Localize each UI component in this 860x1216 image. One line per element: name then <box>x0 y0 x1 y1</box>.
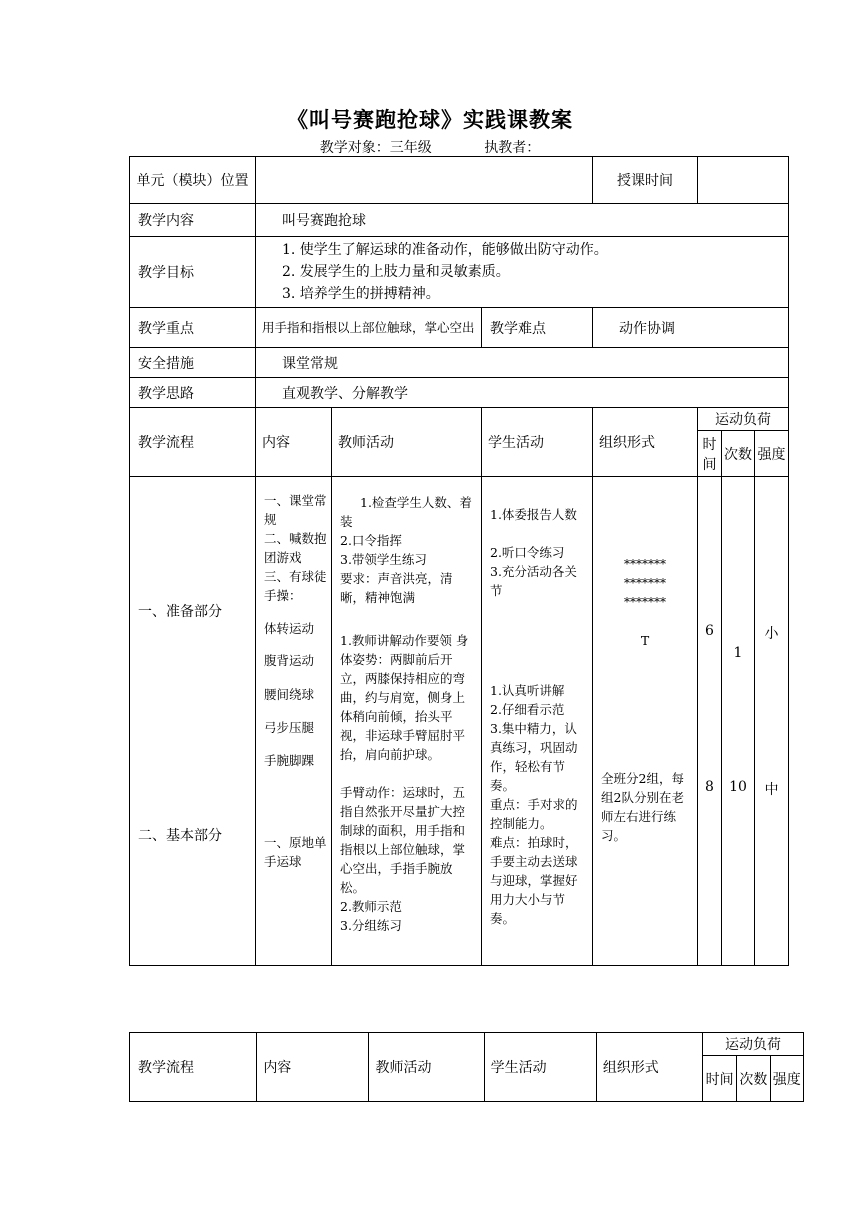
intensity-cell <box>755 477 789 966</box>
teacher-marker: T <box>640 633 650 648</box>
content-item: 弓步压腿 <box>264 720 315 735</box>
teacher-activity: 2.口令指挥 <box>340 533 402 548</box>
safety-label: 安全措施 <box>130 348 256 378</box>
basic-time: 8 <box>705 779 714 795</box>
student-activity: 难点：拍球时，手要主动去送球与迎球，掌握好用力大小与节奏。 <box>490 835 578 926</box>
content-item: 三、有球徒手操： <box>264 569 327 603</box>
student-activity: 3.集中精力，认真练习，巩固动作，轻松有节奏。 <box>490 721 578 793</box>
lesson-plan-table-continued <box>129 1032 804 1102</box>
teacher-activity: 手臂动作：运球时，五指自然张开尽量扩大控制球的面积，用手指和指根以上部位触球，掌心空出，手指手腕放松。 <box>340 785 466 895</box>
student-activity: 2.听口令练习 <box>490 545 565 560</box>
content-item: 腹背运动 <box>264 653 315 668</box>
teacher-header: 教师活动 <box>332 408 482 477</box>
content-value: 叫号赛跑抢球 <box>256 204 789 237</box>
student-activity: 2.仔细看示范 <box>490 702 565 717</box>
content-item: 手腕脚踝 <box>264 753 315 768</box>
teacher-activity: 1.检查学生人数、着装 <box>340 495 472 529</box>
student-activity: 1.认真听讲解 <box>490 683 565 698</box>
formation-row: ******* <box>624 576 667 590</box>
prep-count: 1 <box>733 645 743 661</box>
time-header: 时间 <box>698 431 722 477</box>
student-activity: 重点：手对求的控制能力。 <box>490 797 578 831</box>
prep-section: 一、准备部分 <box>138 604 222 620</box>
intensity-header: 强度 <box>770 1056 803 1102</box>
teaching-target: 教学对象：三年级 <box>319 140 432 156</box>
basic-section: 二、基本部分 <box>138 828 222 844</box>
student-header: 学生活动 <box>484 1033 596 1102</box>
intensity-header: 强度 <box>755 431 789 477</box>
key-label: 教学重点 <box>130 308 256 348</box>
unit-value <box>256 157 593 204</box>
prep-intensity: 小 <box>764 626 779 642</box>
goal-list <box>256 237 789 308</box>
content-header: 内容 <box>256 408 332 477</box>
safety-value: 课堂常规 <box>256 348 789 378</box>
flow-header: 教学流程 <box>130 408 256 477</box>
count-header: 次数 <box>722 431 755 477</box>
teacher-header: 教师活动 <box>369 1033 484 1102</box>
student-activity: 3.充分活动各关节 <box>490 564 577 598</box>
teacher-activity: 2.教师示范 <box>340 899 402 914</box>
count-header: 次数 <box>737 1056 770 1102</box>
unit-label: 单元（模块）位置 <box>130 157 256 204</box>
load-header: 运动负荷 <box>698 408 789 431</box>
time-header: 时间 <box>702 1056 736 1102</box>
org-cell <box>593 477 698 966</box>
org-header: 组织形式 <box>593 408 698 477</box>
class-time-label: 授课时间 <box>593 157 698 204</box>
student-activity: 1.体委报告人数 <box>490 507 577 522</box>
subtitle <box>0 137 860 157</box>
count-cell <box>722 477 755 966</box>
content-item: 腰间绕球 <box>264 687 315 702</box>
section-cell <box>130 477 256 966</box>
difficulty-value: 动作协调 <box>593 308 789 348</box>
lesson-plan-table <box>129 156 789 966</box>
goal-label: 教学目标 <box>130 237 256 308</box>
approach-value: 直观教学、分解教学 <box>256 378 789 408</box>
teacher-activity-cell <box>332 477 482 966</box>
teacher-activity: 要求：声音洪亮，清晰，精神饱满 <box>340 571 453 605</box>
key-value: 用手指和指根以上部位触球，掌心空出 <box>256 308 482 348</box>
time-cell <box>698 477 722 966</box>
prep-time: 6 <box>705 623 714 639</box>
org-header: 组织形式 <box>596 1033 702 1102</box>
formation-row: ******* <box>624 595 667 609</box>
formation-row: ******* <box>624 557 667 571</box>
content-cell <box>256 477 332 966</box>
teacher-activity: 3.分组练习 <box>340 918 402 933</box>
basic-intensity: 中 <box>764 782 779 798</box>
org-formation <box>593 555 697 612</box>
page-title: 《叫号赛跑抢球》实践课教案 <box>287 107 573 132</box>
org-description: 全班分2组，每组2队分别在老师左右进行练习。 <box>601 771 684 843</box>
basic-count: 10 <box>729 779 747 795</box>
content-label: 教学内容 <box>130 204 256 237</box>
content-item: 一、原地单手运球 <box>264 835 327 869</box>
goal-item: 2. 发展学生的上肢力量和灵敏素质。 <box>282 264 510 280</box>
content-header: 内容 <box>257 1033 369 1102</box>
load-header: 运动负荷 <box>702 1033 803 1056</box>
flow-header: 教学流程 <box>130 1033 257 1102</box>
content-item: 一、课堂常规 <box>264 493 327 527</box>
teacher-activity: 3.带领学生练习 <box>340 552 427 567</box>
student-activity-cell <box>482 477 593 966</box>
teacher-activity: 1.教师讲解动作要领 身体姿势：两脚前后开立，两膝保持相应的弯曲，约与肩宽，侧身上体稍向前倾，抬头平视，非运球手臂屈肘平抬，肩向前护球。 <box>340 633 469 762</box>
student-header: 学生活动 <box>482 408 593 477</box>
approach-label: 教学思路 <box>130 378 256 408</box>
content-item: 二、喊数抱团游戏 <box>264 531 327 565</box>
goal-item: 3. 培养学生的拼搏精神。 <box>282 286 440 302</box>
class-time-value <box>698 157 789 204</box>
goal-item: 1. 使学生了解运球的准备动作，能够做出防守动作。 <box>282 242 608 258</box>
difficulty-label: 教学难点 <box>482 308 593 348</box>
teacher-name: 执教者： <box>484 140 541 156</box>
content-item: 体转运动 <box>264 621 315 636</box>
